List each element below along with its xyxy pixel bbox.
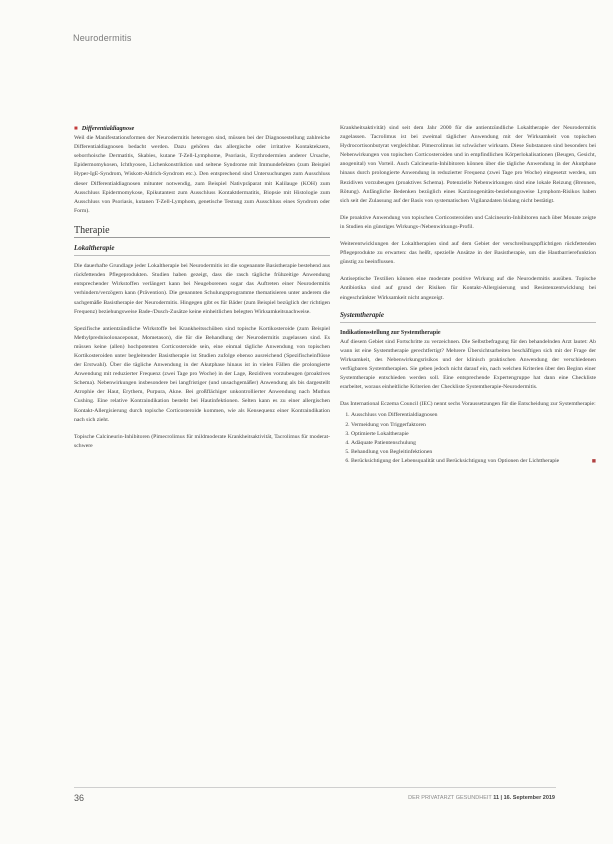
end-mark-icon: ■: [591, 456, 596, 465]
local-therapy-heading: Lokaltherapie: [74, 244, 330, 256]
list-item: 3. Optimierte Lokaltherapie: [351, 430, 596, 439]
antiseptic-paragraph: Antiseptische Textilien können eine moderate positive Wirkung auf die Neurodermitis ausüben. Topische Antibiotika sind auf grund der Risiken für Kontakt-Allergisierung und Resistenzentwicklung bei eingeschränkter Wirksamkeit nicht angezeigt.: [340, 276, 596, 301]
bullet-icon: ■: [74, 125, 78, 132]
list-item: 5. Behandlung von Begleitinfektionen: [351, 448, 596, 457]
differential-diagnosis-text: Weil die Manifestationsformen der Neurodermitis heterogen sind, müssen bei der Diagnosestellung zahlreiche Differentialdiagnosen bedacht werden. Dazu gehören das allergische oder irritative Kontaktekzem, seborrhoische Dermatitis, Skabies, kutane T-Zell-Lymphome, Psoriasis, Erythrodermien anderer Ursache, Epidermomykosen, Ichthyosen, Lichenkonstriktion und seltene Syndrome mit Immundefekten (zum Beispiel Hyper-IgE-Syndrom, Wiskott-Aldrich-Syndrom etc.). Den entsprechend sind Untersuchungen zum Ausschluss dieser Differentialdiagnosen mitunter notwendig, zum Beispiel Nativpräparat mit Kalilauge (KOH) zum Ausschluss Epidermomykose, Epikutantest zum Ausschluss Kontaktdermatitis, Biopsie mit Histologie zum Ausschluss von Psoriasis, kutanen T-Zell-Lymphom, genetische Testung zum Ausschluss eines Syndrom oder Form).: [74, 135, 330, 214]
list-item: 4. Adäquate Patientenschulung: [351, 439, 596, 448]
indication-subheading: Indikationsstellung zur Systemtherapie: [340, 329, 441, 336]
criteria-list: [340, 411, 596, 466]
therapy-heading: Therapie: [74, 226, 330, 238]
differential-diagnosis-block: [74, 124, 330, 216]
page-number: 36: [74, 793, 85, 803]
left-column: [74, 124, 330, 459]
calcineurin-paragraph: Krankheitsaktivität) sind seit dem Jahr 2000 für die antientzündliche Lokaltherapie der Neurodermitis zugelassen. Tacrolimus ist bei zweimal täglicher Anwendung mit der Wirksamkeit von topischen Hydrocortisonbutyrat vergleichbar. Pimecrolimus ist schwächer wirksam. Diese Substanzen sind besonders bei Nebenwirkungen von topischen Corticosteroiden und in empfindlichen Körperlokalisationen (Beugen, Gesicht, anogenital) von Vorteil. Auch Calcineurin-Inhibitoren können über die tägliche Anwendung in der Akutphase hinaus durch prolongierte Anwendung in reduzierter Frequenz (zwei Tage pro Woche) eingesetzt werden, um Rezidiven vorzubeugen (proaktives Schema). Potenzielle Nebenwirkungen sind eine lokale Reizung (Brennen, Rötung). Anfängliche Bedenken bezüglich eines Karzinogenitäts-beziehungsweise Lymphom-Risikos haben sich seit der Zulassung auf der Basis von systematischen Vigilanzdaten bislang nicht bestätigt.: [340, 125, 596, 204]
footer-divider: [74, 787, 556, 788]
proactive-paragraph: Die proaktive Anwendung von topischen Corticosteroiden und Calcineurin-Inhibitoren nach über Monate zeigte in Studien ein günstiges Wirkungs-/Nebenwirkungs-Profil.: [340, 214, 596, 230]
list-item: 1. Ausschluss von Differentialdiagnosen: [351, 411, 596, 420]
systemic-therapy-heading: Systemtherapie: [340, 311, 596, 323]
issue-date: 11 | 16. September 2019: [493, 795, 555, 801]
publication-footer: [408, 795, 555, 801]
local-therapy-paragraph-3: Topische Calcineurin-Inhibitoren (Pimecrolimus für mildmoderate Krankheitsaktivität, Tacrolimus für moderat-schwere: [74, 433, 330, 449]
differential-diagnosis-heading: ■ Differentialdiagnose: [74, 125, 135, 132]
local-therapy-paragraph-2: Spezifische antientzündliche Wirkstoffe bei Krankheitsschüben sind topische Kortikosteroide (zum Beispiel Methylprednisolonaceponat, Mometason), die für die Behandlung der Neurodermitis zugelassen sind. Es müssen keine (allen) hochpotenten Corticosteroide sein, eine einmal tägliche Anwendung von topischen Kortikosteroiden unter begleitender Basistherapie ist Studien zufolge ebenso ausreichend (Spezifischeinflüsse der Erstwahl). Über die tägliche Anwendung in der Akutphase hinaus ist in vielen Fällen die prolongierte Anwendung mit reduzierter Frequenz (zwei Tage pro Woche) in der Lage, Rezidiven vorzubeugen (proaktives Schema). Nebenwirkungen insbesondere bei langfristiger (und unsachgemäßer) Anwendung als bis dargestellt Atrophie der Haut, Erythem, Purpura, Akne. Bei großflächiger unkontrollierter Anwendung nach Muthus Cushing. Eine relative Kontraindikation besteht bei Hautinfektionen. Selten kann es zu einer allergischen Kontakt-Allergisierung durch topische Corticosteroide kommen, wie als Kensequenz einer Kontraindikation nach sich zieht.: [74, 325, 330, 423]
local-therapy-paragraph-1: Die dauerhafte Grundlage jeder Lokaltherapie bei Neurodermitis ist die sogenannte Basistherapie bestehend aus rückfettenden Pflegeprodukten. Studien haben gezeigt, dass die rasch tägliche frühzeitige Anwendung entsprechender Wirkstoffen verlängert kann bei Neugeborenen sogar das Auftreten einer Neurodermitis verhindern/verzögern kann (Prävention). Die genannten Schulungsprogramme thematisieren unter anderem die sachgemäße Basistherapie der Neurodermitis. Hingegen gibt es für Bäder (zum Beispiel bezüglich der richtigen Frequenz) beziehungsweise Bade-/Dusch-Zusätze keine einheitlichen belegten Wirksamkeitsnachweise.: [74, 263, 330, 315]
iec-paragraph: Das International Eczema Council (IEC) nennt sechs Voraussetzungen für die Entscheidung zur Systemtherapie:: [340, 401, 596, 408]
list-item: 6. Berücksichtigung der Lebensqualität und Berücksichtigung von Optionen der Lichttherapie ■: [351, 457, 596, 466]
developments-paragraph: Weiterentwicklungen der Lokaltherapien sind auf dem Gebiet der verschreibungspflichtigen rückfettenden Pflegeprodukte zu erwarten: das heißt, spezielle Ansätze in der Basistherapie, um die Hautbarrierefunktion günstig zu beeinflussen.: [340, 241, 596, 266]
indication-paragraph: Auf diesem Gebiet sind Fortschritte zu verzeichnen. Die Selbstbefragung für den behandelnden Arzt lautet: Ab wann ist eine Systemtherapie gerechtfertigt? Mehrere Übersichtsarbeiten beschäftigen sich mit der Frage der Wirksamkeit, des Nebenwirkungsrisikos und der klinisch praktischen Anwendung der verschiedenen verfügbaren Systemtherapien. Sie geben jedoch nicht darauf ein, nach welchen Kriterien über den Beginn einer Systemtherapie entschieden werden soll. Eine entsprechende Expertengruppe hat dann eine Checkliste erarbeitet, woraus einheitliche Kriterien der Checkliste Systemtherapie-Neurodermitis.: [340, 338, 596, 391]
publication-name: DER PRIVATARZT GESUNDHEIT: [408, 795, 492, 801]
right-column: [340, 124, 596, 470]
list-item: 2. Vermeidung von Triggerfaktoren: [351, 421, 596, 430]
section-header: Neurodermitis: [73, 33, 132, 43]
